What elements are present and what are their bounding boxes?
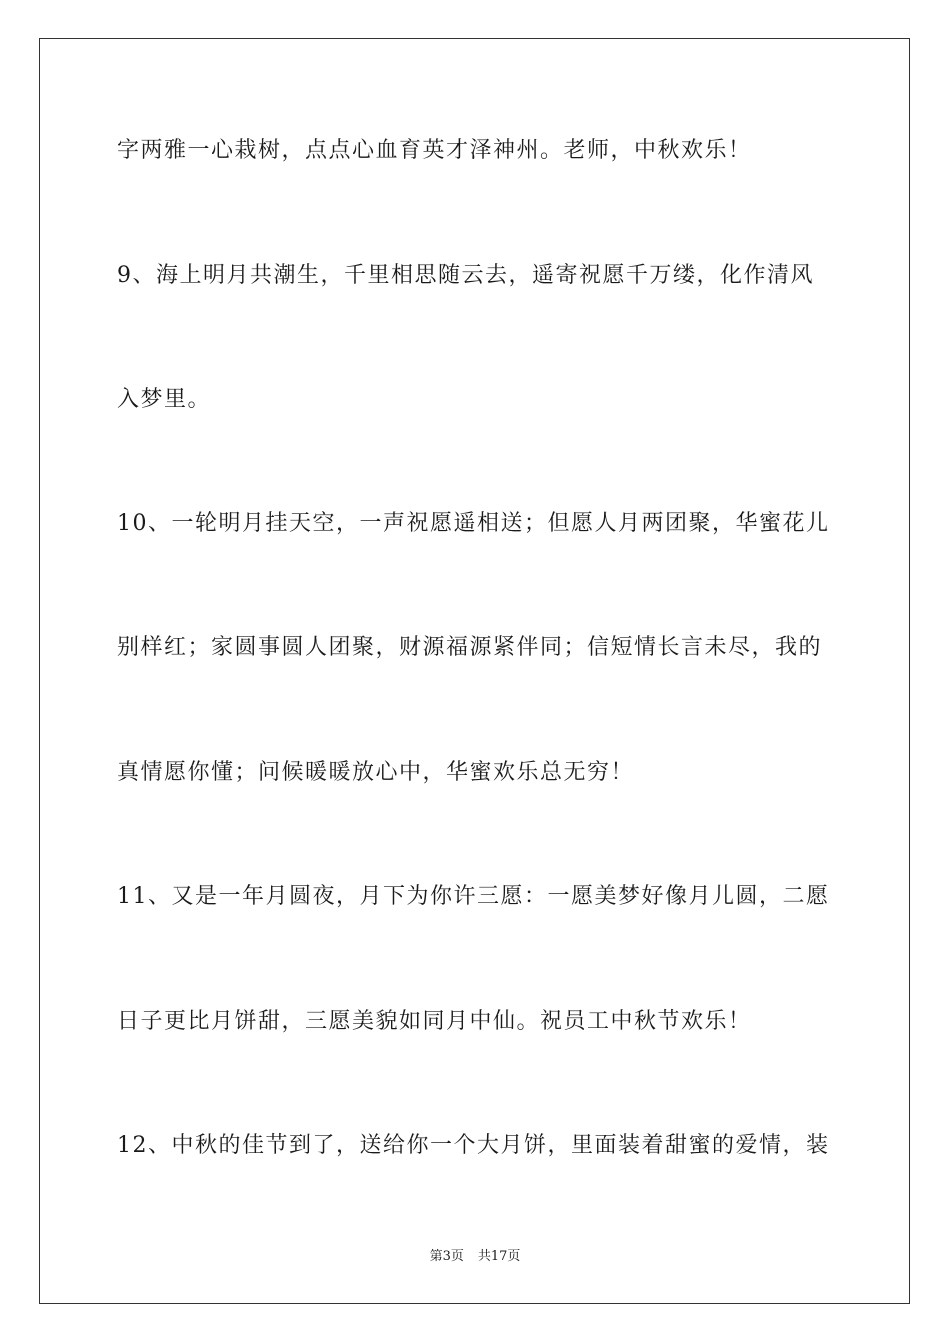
text-line: 别样红；家圆事圆人团聚，财源福源紧伴同；信短情长言未尽，我的 [117, 635, 823, 660]
text-line: 11、又是一年月圆夜，月下为你许三愿：一愿美梦好像月儿圆，二愿 [117, 884, 830, 909]
text-line: 入梦里。 [117, 387, 212, 412]
text-line: 12、中秋的佳节到了，送给你一个大月饼，里面装着甜蜜的爱情，装 [117, 1133, 830, 1158]
text-line: 10、一轮明月挂天空，一声祝愿遥相送；但愿人月两团聚，华蜜花儿 [117, 511, 830, 536]
text-line: 字两雅一心栽树，点点心血育英才泽神州。老师，中秋欢乐！ [117, 138, 752, 163]
text-line: 真情愿你懂；问候暖暖放心中，华蜜欢乐总无穷！ [117, 760, 635, 785]
page-footer [0, 1248, 950, 1266]
page-total: 共17页 [477, 1249, 521, 1264]
text-line: 9、海上明月共潮生，千里相思随云去，遥寄祝愿千万缕，化作清风 [117, 263, 814, 288]
text-line: 日子更比月饼甜，三愿美貌如同月中仙。祝员工中秋节欢乐！ [117, 1009, 752, 1034]
page-number: 第3页 [429, 1249, 464, 1264]
page-frame [39, 38, 910, 1304]
